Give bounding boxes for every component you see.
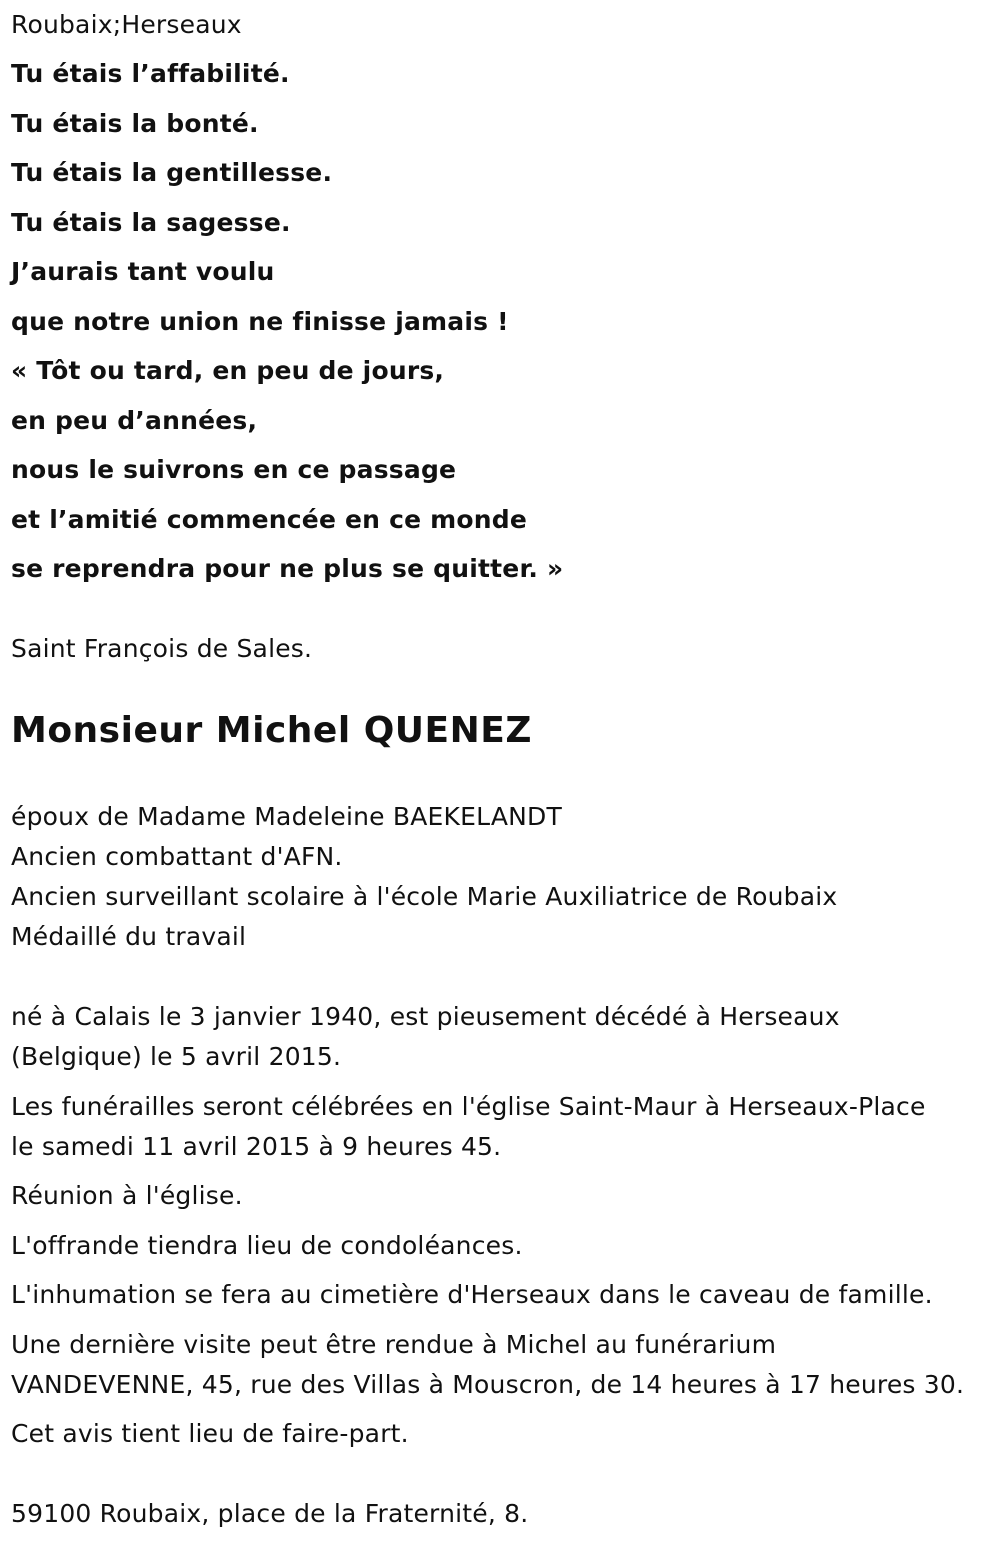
deceased-name: Monsieur Michel QUENEZ: [11, 710, 532, 751]
birth-death-line-1: né à Calais le 3 janvier 1940, est pieusement décédé à Herseaux: [11, 1002, 840, 1031]
poem-line-11: se reprendra pour ne plus se quitter. »: [11, 554, 564, 583]
poem-line-9: nous le suivrons en ce passage: [11, 455, 457, 484]
poem-line-7: « Tôt ou tard, en peu de jours,: [11, 356, 445, 385]
birth-death-line-2: (Belgique) le 5 avril 2015.: [11, 1042, 342, 1071]
poem-line-2: Tu étais la bonté.: [11, 109, 259, 138]
burial-line: L'inhumation se fera au cimetière d'Herseaux dans le caveau de famille.: [11, 1280, 933, 1309]
visit-line-2: VANDEVENNE, 45, rue des Villas à Mouscron, de 14 heures à 17 heures 30.: [11, 1370, 965, 1399]
location-header: Roubaix;Herseaux: [11, 10, 242, 39]
family-address: 59100 Roubaix, place de la Fraternité, 8.: [11, 1499, 529, 1528]
visit-line-1: Une dernière visite peut être rendue à Michel au funérarium: [11, 1330, 777, 1359]
detail-veteran: Ancien combattant d'AFN.: [11, 842, 343, 871]
funeral-line-1: Les funérailles seront célébrées en l'église Saint-Maur à Herseaux-Place: [11, 1092, 926, 1121]
poem-line-4: Tu étais la sagesse.: [11, 208, 291, 237]
notice-line: Cet avis tient lieu de faire-part.: [11, 1419, 409, 1448]
poem-line-1: Tu étais l’affabilité.: [11, 59, 290, 88]
poem-line-3: Tu étais la gentillesse.: [11, 158, 333, 187]
detail-spouse: époux de Madame Madeleine BAEKELANDT: [11, 802, 562, 831]
poem-line-8: en peu d’années,: [11, 406, 258, 435]
funeral-line-2: le samedi 11 avril 2015 à 9 heures 45.: [11, 1132, 502, 1161]
meeting-line: Réunion à l'église.: [11, 1181, 243, 1210]
poem-line-5: J’aurais tant voulu: [11, 257, 275, 286]
detail-occupation: Ancien surveillant scolaire à l'école Marie Auxiliatrice de Roubaix: [11, 882, 838, 911]
poem-attribution: Saint François de Sales.: [11, 634, 313, 663]
poem-line-10: et l’amitié commencée en ce monde: [11, 505, 528, 534]
poem-line-6: que notre union ne finisse jamais !: [11, 307, 509, 336]
detail-medal: Médaillé du travail: [11, 922, 247, 951]
offering-line: L'offrande tiendra lieu de condoléances.: [11, 1231, 523, 1260]
